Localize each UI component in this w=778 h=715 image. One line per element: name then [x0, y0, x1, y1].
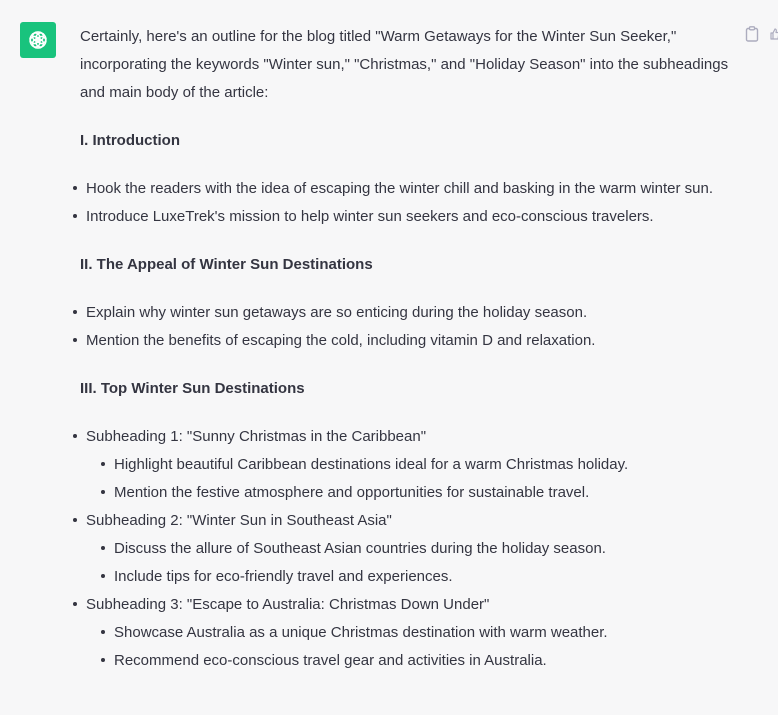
- thumbs-up-icon[interactable]: [770, 28, 778, 40]
- section-heading-top-destinations: III. Top Winter Sun Destinations: [80, 380, 305, 397]
- list-item: Mention the benefits of escaping the cold, including vitamin D and relaxation.: [80, 327, 740, 355]
- introduction-bullets: [80, 175, 740, 231]
- assistant-avatar: [20, 22, 56, 58]
- section-heading-introduction: I. Introduction: [80, 132, 180, 149]
- subheading-item: [80, 591, 740, 675]
- destinations-bullets: [80, 423, 740, 675]
- openai-logo-icon: [26, 28, 50, 52]
- intro-paragraph: Certainly, here's an outline for the blog titled "Warm Getaways for the Winter Sun Seeker," incorporating the keywords "Winter sun," "Christmas," and "Holiday Season" into the subheadings and main body of the article:: [80, 28, 729, 101]
- subheading-points: [86, 535, 740, 591]
- subheading-points: [86, 619, 740, 675]
- list-item: Recommend eco-conscious travel gear and activities in Australia.: [86, 647, 740, 675]
- subheading-label: Subheading 2: "Winter Sun in Southeast Asia": [86, 512, 392, 529]
- subheading-points: [86, 451, 740, 507]
- subheading-item: [80, 507, 740, 591]
- clipboard-icon[interactable]: [745, 26, 759, 42]
- list-item: Include tips for eco-friendly travel and experiences.: [86, 563, 740, 591]
- list-item: Mention the festive atmosphere and opportunities for sustainable travel.: [86, 479, 740, 507]
- list-item: Hook the readers with the idea of escaping the winter chill and basking in the warm winter sun.: [80, 175, 740, 203]
- subheading-item: [80, 423, 740, 507]
- response-content: [80, 23, 740, 695]
- list-item: Discuss the allure of Southeast Asian countries during the holiday season.: [86, 535, 740, 563]
- appeal-bullets: [80, 299, 740, 355]
- list-item: Introduce LuxeTrek's mission to help winter sun seekers and eco-conscious travelers.: [80, 203, 740, 231]
- subheading-label: Subheading 1: "Sunny Christmas in the Caribbean": [86, 428, 427, 445]
- list-item: Showcase Australia as a unique Christmas destination with warm weather.: [86, 619, 740, 647]
- list-item: Explain why winter sun getaways are so enticing during the holiday season.: [80, 299, 740, 327]
- list-item: Highlight beautiful Caribbean destinations ideal for a warm Christmas holiday.: [86, 451, 740, 479]
- subheading-label: Subheading 3: "Escape to Australia: Christmas Down Under": [86, 596, 490, 613]
- section-heading-appeal: II. The Appeal of Winter Sun Destinations: [80, 256, 373, 273]
